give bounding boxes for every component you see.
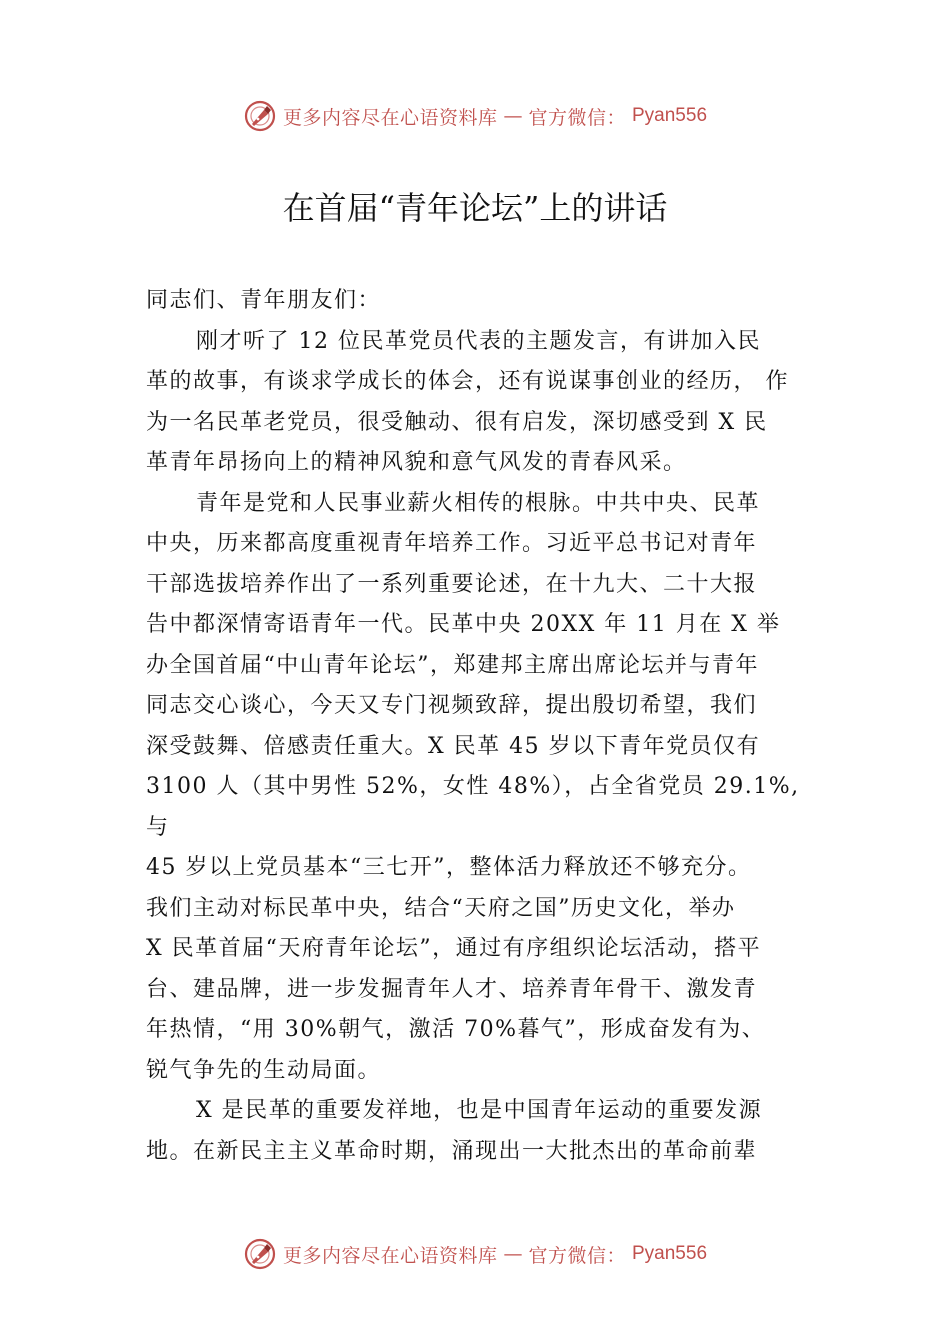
- body-line: 与: [146, 814, 170, 840]
- body-line: 3100 人（其中男性 52%，女性 48%），占全省党员 29.1%,: [146, 774, 800, 799]
- body-line: 锐气争先的生动局面。: [146, 1057, 382, 1083]
- banner-text: 更多内容尽在心语资料库: [282, 106, 498, 129]
- body-line: X 是民革的重要发祥地，也是中国青年运动的重要发源: [196, 1098, 763, 1123]
- document-title: 在首届“青年论坛”上的讲话: [282, 189, 668, 227]
- banner-text: 更多内容尽在心语资料库: [282, 1244, 498, 1267]
- speech-body: [146, 281, 806, 1172]
- body-line: 45 岁以上党员基本“三七开”，整体活力释放还不够充分。: [146, 855, 752, 880]
- header-banner: [0, 96, 950, 136]
- body-line: 台、建品牌，进一步发掘青年人才、培养青年骨干、激发青: [146, 976, 758, 1002]
- body-line: 青年是党和人民事业薪火相传的根脉。中共中央、民革: [196, 490, 761, 516]
- banner-separator: —: [503, 105, 523, 127]
- body-line: 为一名民革老党员，很受触动、很有启发，深切感受到 X 民: [146, 409, 768, 435]
- body-line: 告中都深情寄语青年一代。民革中央 20XX 年 11 月在 X 举: [146, 612, 781, 637]
- body-line: 中央，历来都高度重视青年培养工作。习近平总书记对青年: [146, 531, 758, 556]
- body-line: 革青年昂扬向上的精神风貌和意气风发的青春风采。: [146, 450, 687, 475]
- banner-contact-label: 官方微信：: [528, 1244, 626, 1267]
- body-line: 革的故事，有谈求学成长的体会，还有说谋事创业的经历， 作: [146, 369, 789, 394]
- body-line: 深受鼓舞、倍感责任重大。X 民革 45 岁以下青年党员仅有: [146, 733, 761, 759]
- pen-nib-logo-icon: [243, 1237, 277, 1271]
- banner-contact-id: Pyan556: [632, 1243, 708, 1264]
- body-line: 刚才听了 12 位民革党员代表的主题发言，有讲加入民: [196, 328, 761, 354]
- banner-separator: —: [503, 1243, 523, 1265]
- body-line: 我们主动对标民革中央，结合“天府之国”历史文化，举办: [146, 895, 736, 921]
- body-line: 干部选拔培养作出了一系列重要论述，在十九大、二十大报: [146, 571, 758, 597]
- banner-contact-label: 官方微信：: [528, 106, 626, 129]
- body-line: 同志们、青年朋友们：: [146, 288, 382, 313]
- body-line: 地。在新民主主义革命时期，涌现出一大批杰出的革命前辈: [146, 1138, 758, 1164]
- body-line: X 民革首届“天府青年论坛”，通过有序组织论坛活动，搭平: [146, 936, 762, 961]
- footer-banner: [0, 1234, 950, 1274]
- body-line: 年热情，“用 30%朝气，激活 70%暮气”，形成奋发有为、: [146, 1017, 766, 1042]
- body-line: 办全国首届“中山青年论坛”，郑建邦主席出席论坛并与青年: [146, 652, 759, 678]
- banner-contact-id: Pyan556: [632, 105, 708, 126]
- body-line: 同志交心谈心，今天又专门视频致辞，提出殷切希望，我们: [146, 693, 758, 718]
- pen-nib-logo-icon: [243, 99, 277, 133]
